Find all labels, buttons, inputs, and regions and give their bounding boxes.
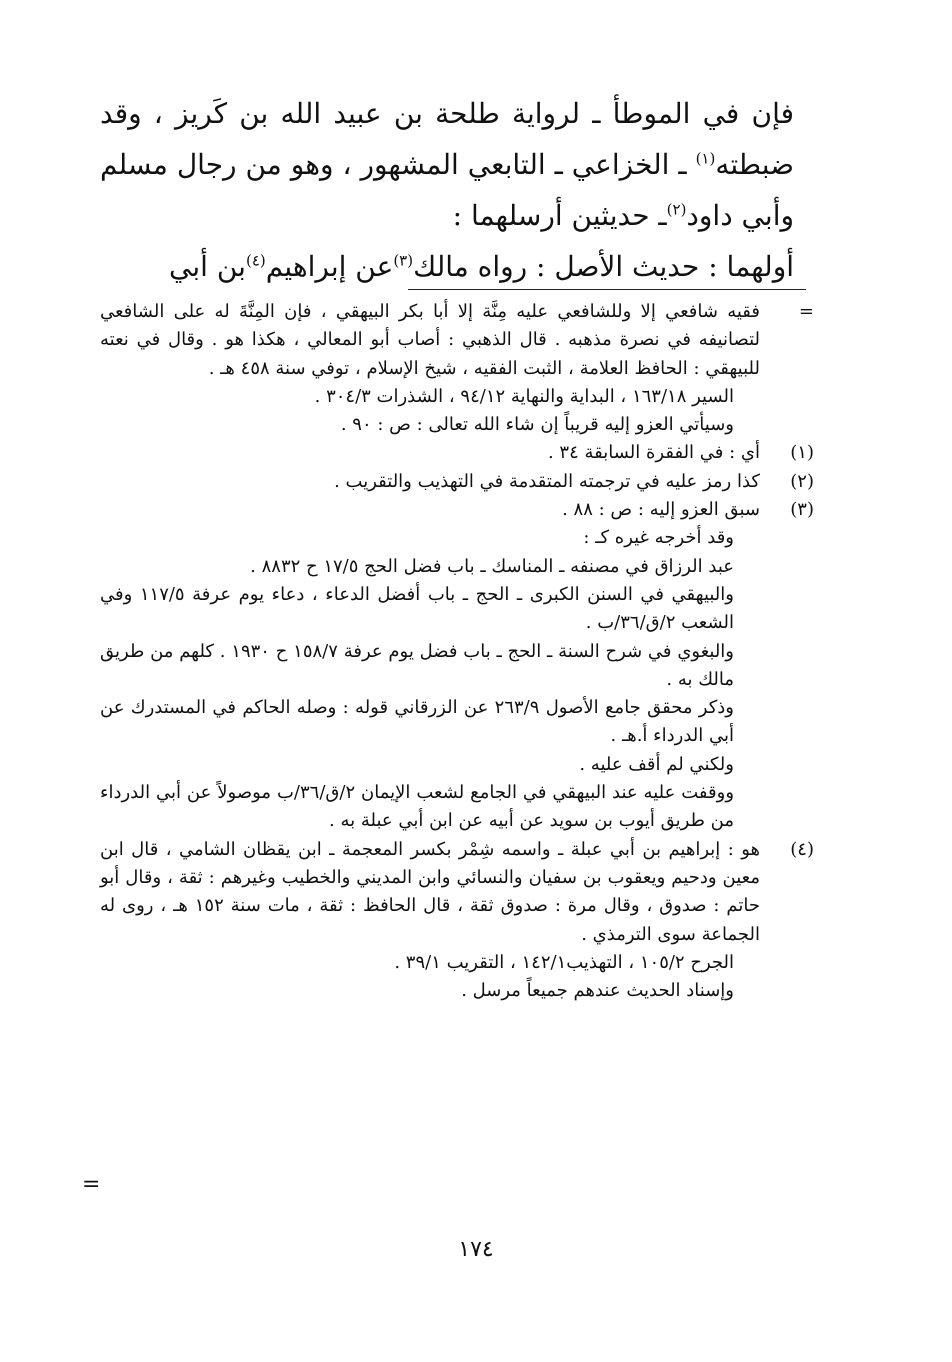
footnote-divider bbox=[408, 289, 806, 290]
page-number: ١٧٤ bbox=[458, 1237, 494, 1262]
footnote-ref-2[interactable]: (٢) bbox=[666, 200, 687, 219]
footnote-ref-3[interactable]: (٣) bbox=[393, 251, 414, 270]
footnote-ref-4[interactable]: (٤) bbox=[245, 251, 266, 270]
continuation-mark-bottom: = bbox=[82, 1172, 101, 1197]
main-text-block bbox=[100, 88, 822, 292]
continuation-mark: = bbox=[798, 301, 814, 322]
footnote-continuation: = فقيه شافعي إلا وللشافعي عليه مِنَّة إلا أبا بكر البيهقي ، فإن المِنَّةَ له على الشافعي لتصانيفه في نصرة مذهبه . قال الذهبي : أصاب أبو المعالي ، هكذا هو . وقال في نعته للبيهقي : الحافظ العلامة ، الثبت الفقيه ، شيخ الإسلام ، توفي سنة ٤٥٨ هـ . السير ١٦٣/١٨ ، البداية والنهاية ٩٤/١٢ ، الشذرات ٣٠٤/٣ . وسيأتي العزو إليه قريباً إن شاء الله تعالى : ص : ٩٠ . bbox=[100, 298, 822, 439]
footnote-number: (٣) bbox=[790, 499, 814, 521]
footnote-4: (٤) هو : إبراهيم بن أبي عبلة ـ واسمه شِمْر بكسر المعجمة ـ ابن يقظان الشامي ، قال ابن معين ودحيم ويعقوب بن سفيان والنسائي وابن المديني والخطيب وغيرهم : ثقة ، وقال أبو حاتم : صدوق ، وقال مرة : صدوق ثقة ، قال الحافظ : ثقة ، مات سنة ١٥٢ هـ ، روى له الجماعة سوى الترمذي . الجرح ١٠٥/٢ ، التهذيب١٤٢/١ ، التقريب ٣٩/١ . وإسناد الحديث عندهم جميعاً مرسل . bbox=[100, 836, 822, 1006]
main-paragraph-2: أولهما : حديث الأصل : رواه مالك$^{(٣)}$عن إبراهيم$^{(٤)}$بن أبي bbox=[169, 250, 794, 283]
footnote-number: (٤) bbox=[790, 838, 814, 860]
footnote-3: (٣) سبق العزو إليه : ص : ٨٨ . وقد أخرجه غيره كـ : عبد الرزاق في مصنفه ـ المناسك ـ باب فضل الحج ١٧/٥ ح ٨٨٣٢ . والبيهقي في السنن الكبرى ـ الحج ـ باب أفضل الدعاء ، دعاء يوم عرفة ١١٧/٥ وفي الشعب ٢/ق/٣٦/ب . والبغوي في شرح السنة ـ الحج ـ باب فضل يوم عرفة ١٥٨/٧ ح ١٩٣٠ . كلهم من طريق مالك به . وذكر محقق جامع الأصول ٢٦٣/٩ عن الزرقاني قوله : وصله الحاكم في المستدرك عن أبي الدرداء أ.هـ . ولكني لم أقف عليه . ووقفت عليه عند البيهقي في الجامع لشعب الإيمان ٢/ق/٣٦/ب موصولاً عن أبي الدرداء من طريق أيوب بن سويد عن أبيه عن ابن أبي عبلة به . bbox=[100, 496, 822, 836]
footnote-number: (١) bbox=[790, 442, 814, 464]
footnotes-block bbox=[100, 298, 822, 1005]
main-paragraph-1: فإن في الموطأ ـ لرواية طلحة بن عبيد الله بن كَريز ، وقد ضبطته$^{(١)}$ ـ الخزاعي ـ التابعي المشهور ، وهو من رجال مسلم وأبي داود$^{(٢)}$ـ حديثين أرسلهما : bbox=[100, 97, 794, 232]
footnote-1: (١) أي : في الفقرة السابقة ٣٤ . bbox=[100, 439, 822, 467]
footnote-2: (٢) كذا رمز عليه في ترجمته المتقدمة في التهذيب والتقريب . bbox=[100, 468, 822, 496]
footnote-number: (٢) bbox=[790, 470, 814, 492]
footnote-ref-1[interactable]: (١) bbox=[695, 149, 716, 168]
